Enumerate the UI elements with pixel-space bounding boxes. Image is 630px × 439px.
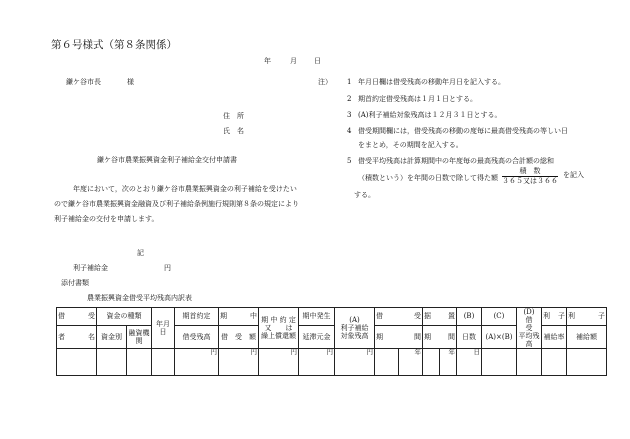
header-amount-sub: 補給額 [567, 325, 607, 348]
unit-year: 年 [440, 349, 457, 356]
body-line: 利子補給金の交付を申請します。 [54, 215, 159, 223]
unit-yen: 円 [335, 349, 375, 356]
header-rate: 利 子 [542, 308, 567, 326]
note-number: 4 [347, 127, 352, 135]
form-subject: 鎌ケ谷市農業振興資金利子補給金交付申請書 [97, 156, 237, 164]
note-text: 借受平均残高は計算期間中の年度毎の最高残高の合計額の総和 [358, 157, 554, 165]
formula-suffix: を記入 [563, 171, 584, 179]
ki-label: 記 [137, 249, 144, 257]
body-line: ので鎌ケ谷市農業振興資金融資及び利子補給条例施行規則第８条の規定により [54, 200, 299, 208]
header-occur: 期中発生 [299, 308, 335, 326]
addressee: 鎌ケ谷市長 [66, 78, 101, 86]
note-number: 3 [347, 111, 352, 119]
header-repay: 期 中 [219, 308, 259, 326]
unit-yen: 円 [259, 349, 299, 356]
header-borrower: 借 受 [57, 308, 97, 326]
balance-table [56, 307, 607, 376]
address-label: 住 所 [223, 112, 244, 120]
header-product: (A)×(B) [482, 325, 517, 348]
header-lender: 融資機関 [127, 325, 152, 348]
unit-yen: 円 [175, 349, 219, 356]
body-line: 年度において，次のとおり鎌ケ谷市農業振興資金の利子補給を受けたい [73, 185, 297, 193]
note-text: (A)利子補給対象残高は１２月３１日とする。 [358, 111, 502, 119]
header-fund-type: 資金の種類 [97, 308, 152, 326]
note-number: 5 [347, 157, 352, 165]
subsidy-label: 利子補給金 [73, 264, 108, 272]
formula-end: する。 [354, 191, 375, 199]
header-borrow-period: 借 受 [375, 308, 423, 326]
header-grace-period: 据 置 [423, 308, 457, 326]
formula-fraction [502, 168, 558, 185]
note-text: をまとめ，その期間を記入する。 [358, 141, 463, 149]
form-title: 第６号様式（第８条関係） [51, 39, 177, 51]
unit-year: 年 [399, 349, 423, 356]
header-c: (C) [482, 308, 517, 326]
header-borrow-period-sub: 期 間 [375, 325, 423, 348]
table-row [57, 355, 607, 376]
header-opening-balance: 借受残高 [175, 325, 219, 348]
note-text: 借受期間欄には，借受残高の移動の度毎に最高借受残高の等しい日 [358, 127, 568, 135]
unit-yen: 円 [219, 349, 259, 356]
header-occur-principal: 延滞元金 [299, 325, 335, 348]
header-rate-sub: 補給率 [542, 325, 567, 348]
header-grace-period-sub: 期 間 [423, 325, 457, 348]
header-b: (B) [457, 308, 482, 326]
subsidy-yen: 円 [164, 264, 171, 272]
header-d: (D) 借 受 平均残高 [518, 308, 547, 349]
header-days: 日数 [457, 325, 482, 348]
addressee-honorific: 様 [127, 78, 134, 86]
table-title: 農業振興資金借受平均残高内訳表 [87, 294, 192, 302]
header-repay-amount: 借 受 額 [219, 325, 259, 348]
unit-yen: 円 [299, 349, 335, 356]
header-opening: 期首約定 [175, 308, 219, 326]
note-number: 2 [347, 95, 352, 103]
note-number: 1 [347, 78, 352, 86]
header-borrower-name: 者 名 [57, 325, 97, 348]
header-amount: 利 子 [567, 308, 607, 326]
date-month-label: 月 [290, 57, 297, 65]
header-early: 期 中 約 定 又 は 繰上償還額 [259, 308, 299, 349]
formula-text: （積数という）を年間の日数で除して得た額 [358, 174, 498, 182]
note-text: 期首約定借受残高は１月１日とする。 [358, 95, 477, 103]
date-day-label: 日 [314, 57, 321, 65]
name-label: 氏 名 [223, 127, 244, 135]
date-year-label: 年 [264, 57, 271, 65]
unit-day: 日 [457, 349, 482, 356]
notes-prefix: 注） [318, 78, 332, 86]
header-ymd: 年月日 [152, 308, 175, 349]
header-target: (A) 利子補給 対象残高 [335, 308, 375, 349]
note-text: 年月日欄は借受残高の移動年月日を記入する。 [358, 78, 505, 86]
header-fund-by: 資金別 [97, 325, 127, 348]
attachment-label: 添付書類 [61, 279, 89, 287]
header-row [57, 308, 607, 326]
formula-denominator: ３６５又は３６６ [502, 177, 558, 185]
formula-numerator: 積 数 [502, 168, 558, 177]
